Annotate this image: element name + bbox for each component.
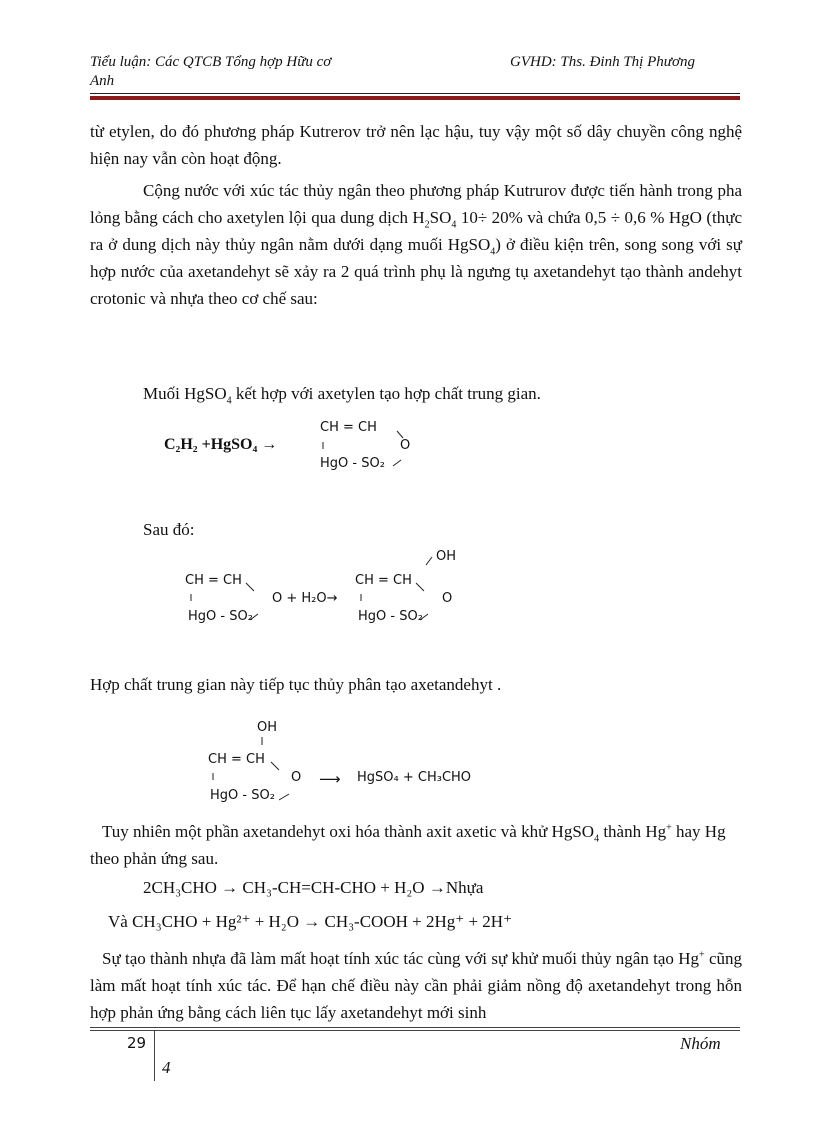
equation-1: 2CH₃CHO → CH₃-CH=CH-CHO + H₂O →Nhựa — [143, 878, 484, 897]
reaction-2 — [180, 545, 480, 630]
paragraph-4: Sau đó: — [143, 520, 195, 539]
reaction-3-oh: OH — [257, 720, 278, 735]
reaction-1-top: CH = CH — [320, 420, 377, 435]
reaction-1 — [160, 418, 430, 478]
reaction-3-arrow: ⟶ — [319, 770, 341, 788]
paragraph-2: Cộng nước với xúc tác thủy ngân theo phương pháp Kutrurov được tiến hành trong pha lỏng bằng cách cho axetylen lội qua dung dịch $H_2SO_4$ 10÷ 20% và chứa 0,5 ÷ 0,6 % HgO (thực ra ở dung dịch này thủy ngân nằm dưới dạng muối HgSO$_4$) ở điều kiện trên, song song với sự hợp nước của axetandehyt sẽ xảy ra 2 quá trình phụ là ngưng tụ axetandehyt tạo thành andehyt crotonic và nhựa theo cơ chế sau: — [90, 181, 742, 308]
paragraph-5: Hợp chất trung gian này tiếp tục thủy phân tạo axetandehyt . — [90, 675, 502, 694]
reaction-3-oxygen: O — [291, 770, 302, 785]
equation-2: Và CH₃CHO + Hg²⁺ + H₂O → CH₃-COOH + 2Hg⁺ + 2H⁺ — [108, 912, 513, 931]
paragraph-3: Muối HgSO$_4$ kết hợp với axetylen tạo hợp chất trung gian. — [143, 384, 541, 407]
footer-group-number: 4 — [162, 1058, 171, 1077]
paragraph-6: Tuy nhiên một phần axetandehyt oxi hóa thành axit axetic và khử HgSO$_4$ thành Hg+ hay Hg theo phản ứng sau. — [90, 822, 726, 868]
reaction-2-top-right: CH = CH — [355, 573, 412, 588]
page-number: 29 — [127, 1034, 147, 1052]
reaction-2-top-left: CH = CH — [185, 573, 242, 588]
reaction-3-bottom: HgO - SO₂ — [210, 788, 275, 803]
paragraph-1: từ etylen, do đó phương pháp Kutrerov trở nên lạc hậu, tuy vậy một số dây chuyền công nghệ hiện nay vẫn còn hoạt động. — [90, 122, 742, 168]
reaction-2-oxygen-right: O — [442, 591, 453, 606]
footer-rule-top — [90, 1027, 740, 1028]
header-title-line1: Tiểu luận: Các QTCB Tổng hợp Hữu cơ — [90, 54, 332, 70]
reaction-3-products: HgSO₄ + CH₃CHO — [357, 770, 472, 785]
footer-rule-bottom — [90, 1030, 740, 1031]
header-title-line2: Anh — [90, 73, 115, 89]
paragraph-7: Sự tạo thành nhựa đã làm mất hoạt tính xúc tác cùng với sự khử muối thủy ngân tạo Hg+ cũng làm mất hoạt tính xúc tác. Để hạn chế điều này cần phải giảm nồng độ axetandehyt trong hỗn hợp phản ứng bằng cách liên tục lấy axetandehyt mới sinh — [90, 949, 742, 1022]
reaction-3-bonds — [205, 718, 505, 808]
reaction-2-bonds — [180, 545, 480, 630]
header-rule-thin — [90, 93, 740, 94]
header-rule-thick — [90, 96, 740, 100]
footer-group-label: Nhóm — [680, 1034, 721, 1053]
footer-separator — [154, 1031, 155, 1081]
reaction-1-bottom: HgO - SO₂ — [320, 456, 385, 471]
reaction-2-oh: OH — [436, 549, 457, 564]
reaction-3-top: CH = CH — [208, 752, 265, 767]
header-right: GVHD: Ths. Đinh Thị Phương — [510, 54, 695, 70]
header-left — [90, 53, 331, 91]
reaction-3 — [205, 718, 505, 808]
reaction-2-mid: O + H₂O→ — [272, 591, 338, 606]
reaction-1-lhs: C₂H₂ +HgSO₄ → — [164, 436, 278, 453]
reaction-2-bottom-left: HgO - SO₂ — [188, 609, 253, 624]
reaction-1-oxygen: O — [400, 438, 411, 453]
reaction-2-bottom-right: HgO - SO₂ — [358, 609, 423, 624]
